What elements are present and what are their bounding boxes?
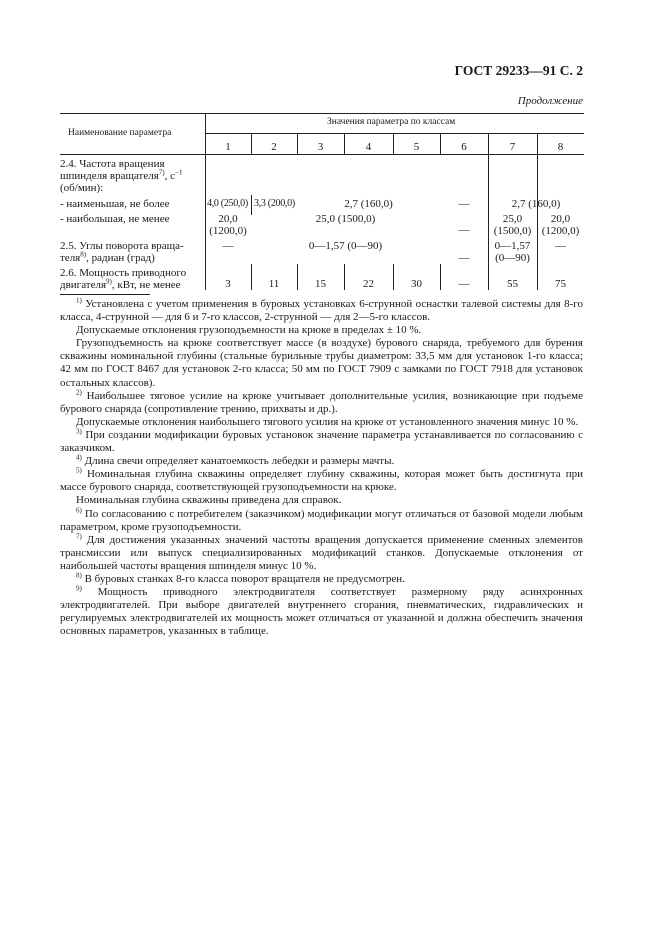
footnote-marker: 3)	[76, 427, 82, 436]
class-header-8: 8	[557, 141, 564, 153]
footnote-marker: 8)	[76, 571, 82, 580]
class-header-7: 7	[509, 141, 516, 153]
max-speed-class-1-value: 20,0	[218, 213, 238, 225]
footnote-text: При создании модификации буровых установок значение параметра устанавливается по согласованию с заказчиком.	[60, 428, 583, 455]
footnote-4	[60, 455, 583, 468]
max-speed-class-6: —	[458, 224, 470, 236]
footnotes	[60, 298, 583, 638]
footnote-1-load: Грузоподъемность на крюке соответствует массе (в воздухе) бурового снаряда, требуемого для бурения скважины номинальной глубины (стальные бурильные трубы диаметром: 33,5 мм для установок 1-го класса; 42 мм по ГОСТ 8467 для установок 2-го класса; 50 мм по ГОСТ 7909 с замками по ГОСТ 7918 для установок остальных классов).	[60, 337, 583, 389]
footnote-marker: 6)	[76, 505, 82, 514]
footnote-8	[60, 573, 583, 586]
footnote-5	[60, 468, 583, 494]
footnote-marker: 5)	[76, 466, 82, 475]
footnote-2	[60, 390, 583, 416]
col-divider	[251, 195, 252, 215]
max-speed-class-1-rpm: (1200,0)	[209, 225, 247, 237]
footnote-text: Длина свечи определяет канатоемкость лебедки и размеры мачты.	[81, 455, 395, 468]
power-class-2: 11	[268, 278, 280, 290]
min-speed-class-6: —	[458, 198, 470, 210]
max-speed-class-8-rpm: (1200,0)	[541, 225, 580, 237]
max-speed-class-7-rpm: (1500,0)	[493, 225, 532, 237]
power-class-7: 55	[507, 278, 518, 290]
footnote-1	[60, 298, 583, 324]
footnote-6	[60, 505, 583, 534]
footnote-1-tolerance: Допускаемые отклонения грузоподъемности на крюке в пределах ± 10 %.	[76, 324, 422, 337]
angle-row-title-line2	[60, 252, 155, 264]
unit-exponent: −1	[175, 168, 183, 177]
power-class-6: —	[458, 278, 470, 290]
footnote-text: Мощность приводного электродвигателя соответствует размерному ряду асинхронных электродвигателей. При выборе двигателей внутреннего сгорания, пневматических, гидравлических и регулируемых электродвигателей их мощность может отличаться от указанной и должна обеспечить значения основных параметров, указанных в таблице.	[60, 586, 583, 638]
min-speed-class-7-8: 2,7 (160,0)	[511, 198, 561, 210]
footnote-3	[60, 429, 583, 455]
angle-row-title: 2.5. Углы поворота враща-	[60, 240, 184, 252]
footnote-5-reference: Номинальная глубина скважины приведена для справок.	[76, 494, 342, 507]
speed-title-text: шпинделя вращателя	[60, 170, 159, 182]
power-row-title: 2.6. Мощность приводного	[60, 267, 187, 279]
table-header-bottom-rule	[60, 154, 584, 155]
power-title-text: двигателя	[60, 279, 107, 291]
angle-class-1: —	[222, 240, 234, 252]
class-header-4: 4	[365, 141, 372, 153]
footnote-ref-8: 8)	[80, 250, 87, 259]
power-class-1: 3	[225, 278, 231, 290]
power-class-8: 75	[555, 278, 566, 290]
power-class-4: 22	[363, 278, 374, 290]
footnote-text: Для достижения указанных значений частоты вращения допускается применение сменных элементов трансмиссии или выпуск специализированных модификаций станков. Допускаемые отклонения от наибольшей частоты вращения шпинделя минус 10 %.	[60, 533, 583, 572]
footnote-ref-7: 7)	[158, 168, 165, 177]
angle-class-2-5: 0—1,57 (0—90)	[308, 240, 383, 252]
values-column-header: Значения параметра по классам	[327, 117, 456, 127]
angle-class-8: —	[555, 240, 566, 252]
max-speed-class-7-value: 25,0	[502, 213, 523, 225]
footnote-marker: 7)	[76, 532, 82, 541]
class-header-1: 1	[225, 141, 231, 153]
footnote-marker: 2)	[76, 388, 82, 396]
max-speed-class-2-5: 25,0 (1500,0)	[315, 213, 376, 225]
max-speed-class-8-value: 20,0	[550, 213, 571, 225]
footnote-2-tolerance: Допускаемые отклонения наибольшего тягового усилия на крюке от установленного значения минус 10 %.	[76, 415, 579, 428]
min-speed-class-1: 4,0 (250,0)	[207, 198, 248, 209]
footnote-text: Номинальная глубина скважины определяет глубину скважины, которая может быть достигнута при массе бурового снаряда, соответствующей грузоподъемности на крюке.	[60, 468, 583, 494]
footnote-ref-9: 9)	[106, 277, 112, 286]
angle-class-7-degrees: (0—90)	[495, 252, 530, 264]
continuation-label: Продолжение	[517, 95, 583, 107]
power-title-tail: , кВт, не менее	[111, 279, 181, 291]
power-row-title-line2	[60, 279, 181, 291]
angle-class-6: —	[458, 252, 470, 264]
footnote-marker: 4)	[76, 453, 82, 462]
footnote-rule	[60, 294, 150, 295]
min-speed-class-2: 3,3 (200,0)	[254, 198, 295, 209]
col-divider	[488, 133, 489, 290]
min-speed-label: - наименьшая, не более	[60, 198, 170, 210]
max-speed-label: - наибольшая, не менее	[60, 213, 170, 225]
col-divider	[537, 133, 538, 290]
class-header-2: 2	[271, 141, 277, 153]
class-header-6: 6	[461, 141, 467, 153]
footnote-text: Наибольшее тяговое усилие на крюке учитывает дополнительные усилия, возникающие при подъеме бурового снаряда (сопротивление трению, прихваты и др.).	[60, 389, 583, 415]
min-speed-class-3-5: 2,7 (160,0)	[344, 198, 393, 210]
speed-row-title: 2.4. Частота вращения	[60, 158, 165, 170]
speed-title-tail: , с	[164, 170, 176, 182]
param-column-header: Наименование параметра	[68, 128, 172, 138]
footnote-marker: 1)	[76, 296, 82, 305]
power-class-5: 30	[411, 278, 422, 290]
footnote-9	[60, 586, 583, 638]
power-class-3: 15	[315, 278, 326, 290]
table-header-inner-rule	[205, 133, 584, 134]
footnote-marker: 9)	[76, 584, 82, 593]
angle-title-tail: , радиан (град)	[86, 252, 155, 264]
footnote-7	[60, 534, 583, 573]
footnote-text: Установлена с учетом применения в буровых установках 6-струнной оснастки талевой системы для 8-го класса, 4-струнной — для 6 и 7-го классов, 2-струнной — для 2—5-го классов.	[60, 298, 583, 324]
footnote-text: По согласованию с потребителем (заказчиком) модификации могут отличаться от базовой модели любым параметром, кроме грузоподъемности.	[60, 507, 583, 533]
speed-row-title-line2	[60, 170, 182, 182]
angle-class-7-value: 0—1,57	[494, 240, 531, 252]
table-top-rule	[60, 113, 584, 114]
footnote-text: В буровых станках 8-го класса поворот вращателя не предусмотрен.	[81, 572, 405, 585]
page-header: ГОСТ 29233—91 С. 2	[454, 63, 583, 78]
angle-title-text: теля	[60, 252, 81, 264]
speed-row-title-line3: (об/мин):	[60, 182, 104, 194]
class-header-3: 3	[317, 141, 324, 153]
class-header-5: 5	[413, 141, 420, 153]
col-divider	[205, 113, 206, 290]
